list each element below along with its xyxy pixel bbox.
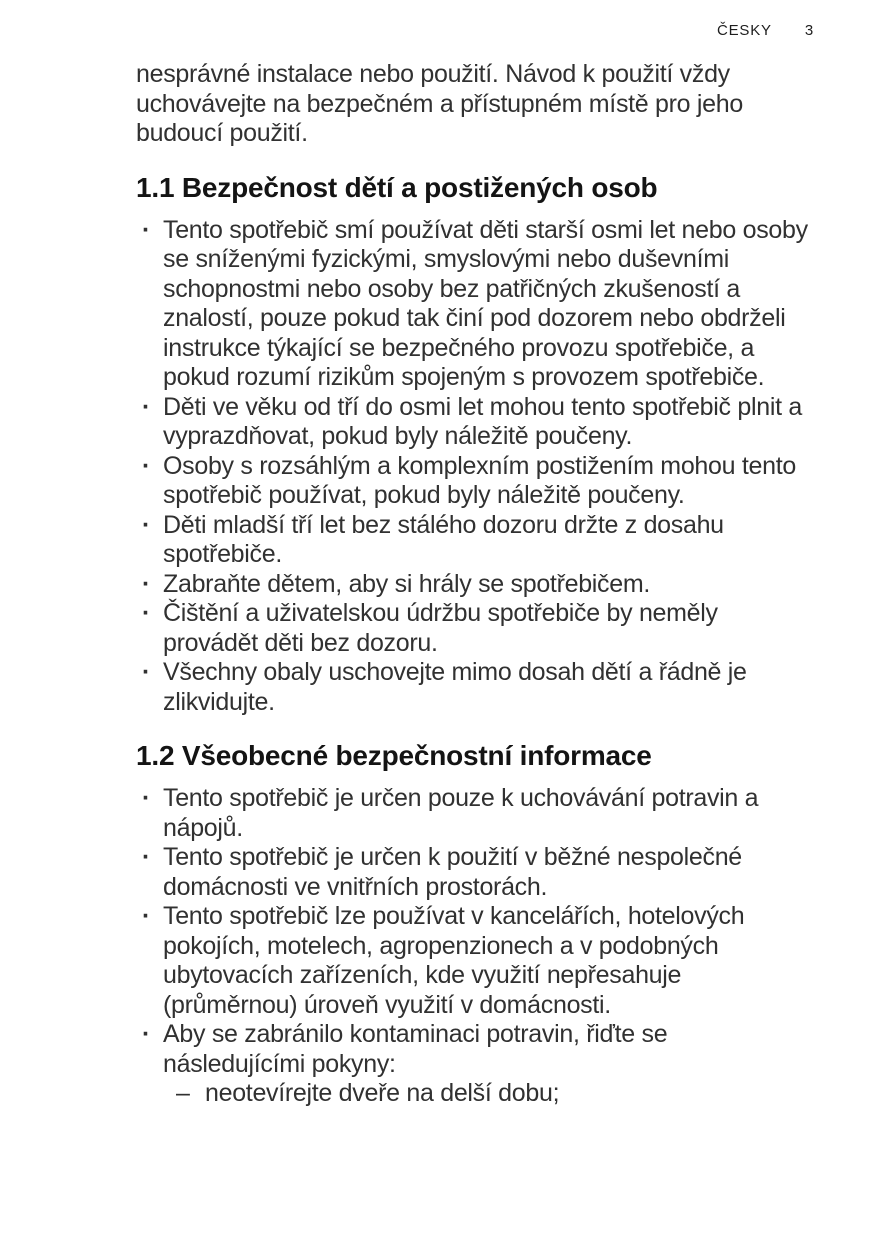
list-item xyxy=(136,393,812,452)
list-item-text: Tento spotřebič je určen k použití v běžné nespolečné domácnosti ve vnitřních prostorách. xyxy=(163,843,742,901)
page-number: 3 xyxy=(804,22,814,39)
list-item xyxy=(136,658,812,717)
list-item xyxy=(136,452,812,511)
section-heading-1-1: 1.1 Bezpečnost dětí a postižených osob xyxy=(136,171,658,203)
sub-list xyxy=(163,1079,812,1109)
sub-list-item-text: neotevírejte dveře na delší dobu; xyxy=(205,1079,560,1107)
sub-list-item xyxy=(176,1079,812,1109)
page-content xyxy=(136,60,812,1109)
list-item xyxy=(136,570,812,600)
list-item xyxy=(136,902,812,1020)
list-item xyxy=(136,843,812,902)
list-item xyxy=(136,1020,812,1109)
list-item-text: Všechny obaly uschovejte mimo dosah dětí a řádně je zlikvidujte. xyxy=(163,658,747,716)
language-label: ČESKY xyxy=(716,22,772,39)
list-item xyxy=(136,599,812,658)
list-item-text: Osoby s rozsáhlým a komplexním postižením mohou tento spotřebič používat, pokud byly náležitě poučeny. xyxy=(163,451,796,509)
list-item-text: Tento spotřebič je určen pouze k uchovávání potravin a nápojů. xyxy=(163,784,759,842)
intro-paragraph: nesprávné instalace nebo použití. Návod k použití vždy uchovávejte na bezpečném a přístupném místě pro jeho budoucí použití. xyxy=(136,60,743,147)
section-heading-1-2: 1.2 Všeobecné bezpečnostní informace xyxy=(136,740,652,771)
list-item-text: Tento spotřebič lze používat v kancelářích, hotelových pokojích, motelech, agropenzionech a v podobných ubytovacích zařízeních, kde využití nepřesahuje (průměrnou) úroveň využití v domácnosti. xyxy=(163,902,745,1019)
list-item-text: Aby se zabránilo kontaminaci potravin, řiďte se následujícími pokyny: xyxy=(163,1020,668,1078)
list-item xyxy=(136,511,812,570)
section-1-2-bullet-list xyxy=(136,784,812,1109)
section-1-1-bullet-list xyxy=(136,216,812,718)
list-item xyxy=(136,216,812,393)
list-item-text: Děti mladší tří let bez stálého dozoru držte z dosahu spotřebiče. xyxy=(163,510,724,568)
list-item-text: Čištění a uživatelskou údržbu spotřebiče by neměly provádět děti bez dozoru. xyxy=(163,599,718,657)
page-header xyxy=(717,22,814,39)
list-item xyxy=(136,784,812,843)
list-item-text: Zabraňte dětem, aby si hrály se spotřebičem. xyxy=(163,569,651,598)
list-item-text: Děti ve věku od tří do osmi let mohou tento spotřebič plnit a vyprazdňovat, pokud byly náležitě poučeny. xyxy=(163,392,802,450)
list-item-text: Tento spotřebič smí používat děti starší osmi let nebo osoby se sníženými fyzickými, smyslovými nebo duševními schopnostmi nebo osoby bez patřičných zkušeností a znalostí, pouze pokud tak činí pod dozorem nebo obdrželi instrukce týkající se bezpečného provozu spotřebiče, a pokud rozumí rizikům spojeným s provozem spotřebiče. xyxy=(163,215,808,391)
